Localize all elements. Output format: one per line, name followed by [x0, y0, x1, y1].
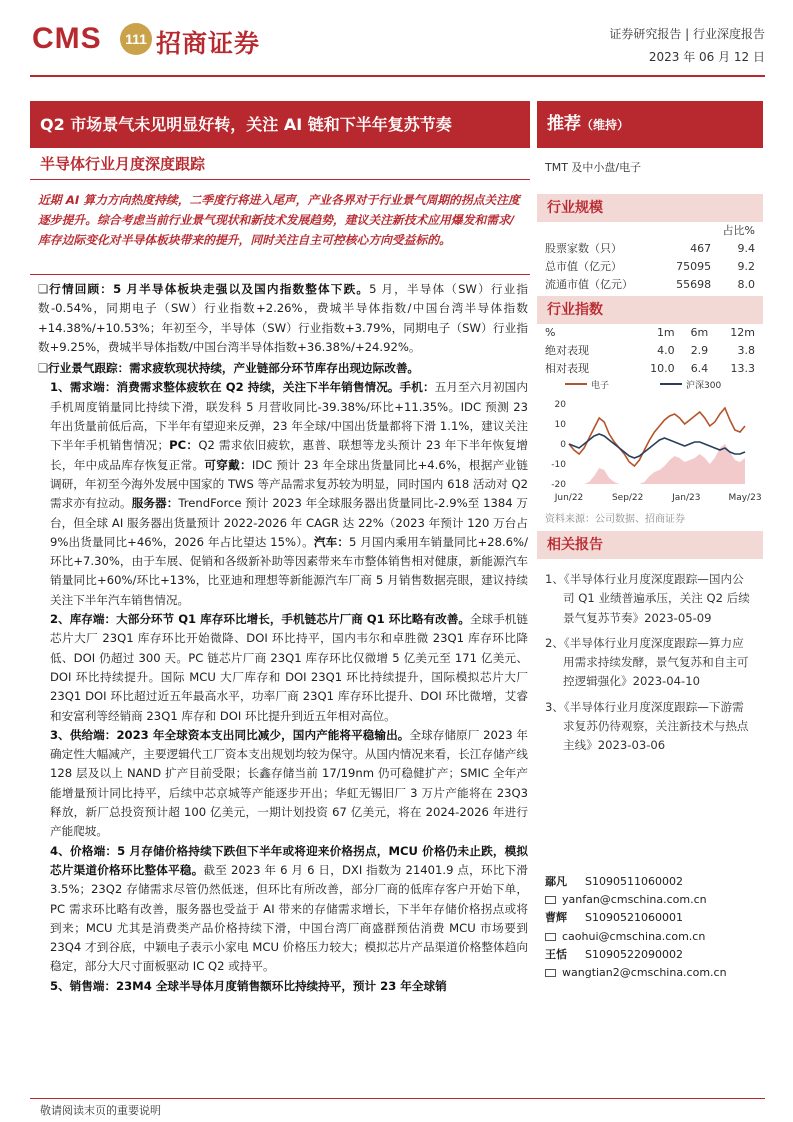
legend-label: 沪深300	[686, 381, 722, 391]
index-value: 3.8	[737, 343, 755, 357]
abstract-divider	[30, 274, 530, 275]
x-tick-label: May/23	[728, 493, 762, 503]
paragraph-demand	[38, 378, 528, 610]
footer-note: 敬请阅读末页的重要说明	[40, 1104, 161, 1117]
analyst-list	[545, 873, 755, 982]
x-tick-label: Sep/22	[611, 493, 644, 503]
paragraph-price	[38, 842, 528, 977]
y-tick-label: -20	[551, 480, 566, 490]
index-value: 6.4	[690, 361, 709, 375]
index-col-header: %	[545, 326, 556, 339]
scale-pct: 9.4	[737, 241, 755, 255]
item-number: 2、	[50, 612, 70, 627]
supply-text: 全球存储原厂 2023 年确定性大幅减产，主要逻辑代工厂资本支出规划均较为保守。从国内情况来看，长江存储产线 128 层及以上 NAND 扩产目前受限；长鑫存储当前 17/19nm 仍可稳健扩产；SMIC 全年产能增量预计同比持平，后续中芯京城等产能逐步开出；华虹无锡旧厂 3 万片产能将在 23Q3 释放，新厂总投资预计超 100 亿美元，一期计划投资 67 亿美元，将在 2024-2026 年进行产能爬坡。	[50, 727, 528, 839]
logo-cn: 招商证券	[156, 29, 261, 58]
analyst-email[interactable]: wangtian2@cmschina.com.cn	[562, 966, 727, 980]
x-tick-label: Jun/22	[554, 493, 584, 503]
rating-label: 推荐	[547, 114, 581, 134]
related-report-item[interactable]: 3、《半导体行业月度深度跟踪—下游需求复苏仍待观察，关注新技术与热点主线》2023-03-06	[545, 699, 749, 753]
analyst-email[interactable]: yanfan@cmschina.com.cn	[562, 893, 707, 907]
demand-auto-text: 5 月国内乘用车销量同比+28.6%/环比+7.30%，由于车展、促销和各级新补助等因素带来车市整体销售相对健康，新能源汽车销量同比+60%/环比+13%，比亚迪和理想等新能源汽车厂商 5 月销售数据亮眼，建议持续关注下半年汽车销售情况。	[50, 534, 528, 607]
logo-cms: CMS	[32, 22, 102, 55]
related-reports-list	[545, 570, 755, 762]
analyst-email-row	[545, 928, 755, 946]
related-reports-heading: 相关报告	[537, 531, 763, 559]
chart-source: 资料来源：公司数据、招商证券	[545, 514, 685, 525]
table-row	[545, 257, 755, 275]
scale-label: 总市值（亿元）	[545, 260, 622, 273]
report-title: Q2 市场景气未见明显好转，关注 AI 链和下半年复苏节奏	[30, 101, 530, 148]
report-subtitle: 半导体行业月度深度跟踪	[40, 155, 206, 173]
rating-badge	[537, 101, 763, 148]
table-row	[545, 359, 755, 377]
bullet-icon: ❑	[38, 282, 49, 296]
item-number: 1、	[50, 380, 70, 395]
analyst-name: 王恬	[545, 947, 567, 961]
scale-value: 75095	[676, 259, 712, 273]
analyst-license: S1090522090002	[585, 947, 683, 961]
industry-tracking-heading: 行业景气跟踪：需求疲软现状持续，产业链部分环节库存出现边际改善。	[48, 361, 420, 376]
analyst-row	[545, 909, 755, 927]
demand-server-label: 服务器：	[131, 496, 179, 511]
related-report-item[interactable]: 1、《半导体行业月度深度跟踪—国内公司 Q1 业绩普遍承压，关注 Q2 后续景气复苏节奏》2023-05-09	[545, 572, 750, 625]
main-body	[38, 280, 528, 996]
analyst-row	[545, 946, 755, 964]
market-review-heading: 行情回顾：5 月半导体板块走强以及国内指数整体下跌。	[48, 282, 370, 296]
scale-label: 股票家数（只）	[545, 242, 622, 255]
index-col-header: 1m	[656, 326, 675, 339]
index-value: 13.3	[730, 361, 755, 375]
demand-phone-text: 五月至六月初国内手机周度销量同比持续下滑，联发科 5 月营收同比-39.38%/环比+11.35%。IDC 预测 23 年出货量前低后高，下半年有望迎来反弹，23 年全球/中国出货量都将下滑 1.1%，建议关注下半年手机销售情况；	[50, 380, 528, 453]
abstract: 近期 AI 算力方向热度持续，二季度行将进入尾声，产业各界对于行业景气周期的拐点关注度逐步提升。综合考虑当前行业景气现状和新技术发展趋势，建议关注新技术应用爆发和需求/库存边际变化对半导体板块带来的提升，同时关注自主可控核心方向受益标的。	[38, 193, 520, 247]
report-type: 证券研究报告 | 行业深度报告	[609, 27, 765, 41]
y-tick-label: 10	[554, 420, 566, 430]
index-chart	[545, 376, 762, 504]
mail-icon	[545, 969, 556, 977]
logo-mark-icon: 111	[120, 23, 152, 55]
industry-index-heading: 行业指数	[537, 296, 763, 324]
sales-heading: 销售端：23M4 全球半导体月度销售额环比持续持平，预计 23 年全球销	[69, 978, 447, 993]
inventory-text: 全球手机链芯片大厂 23Q1 库存环比开始微降、DOI 环比持平，国内韦尔和卓胜微 23Q1 库存环比降低、DOI 仍超过 300 天。PC 链芯片厂商 23Q1 库存环比仅微增 5 亿美元至 171 亿美元、DOI 环比持续提升。国际 MCU 大厂库存和 DOI 23Q1 环比持续提升，国际模拟芯片大厂 23Q1 DOI 环比超过近五年最高水平，功率厂商 23Q1 库存环比提升、DOI 环比微增，艾睿和安富利等经销商 23Q1 库存和 DOI 环比提升到近五年相对高位。	[50, 612, 528, 723]
supply-heading: 供给端：2023 年全球资本支出同比减少，国内产能将平稳输出。	[69, 727, 410, 742]
table-row	[545, 275, 755, 293]
item-number: 4、	[50, 843, 71, 858]
demand-pc-text: Q2 需求依旧疲软，惠普、联想等龙头预计 23 年下半年恢复增长，年中成品库存恢复正常。	[50, 438, 528, 472]
subtitle-divider	[30, 179, 530, 180]
analyst-name: 鄢凡	[545, 875, 567, 888]
index-col-header: 12m	[730, 326, 755, 339]
inventory-heading: 库存端：大部分环节 Q1 库存环比增长，手机链芯片厂商 Q1 环比略有改善。	[69, 612, 470, 627]
index-label: 相对表现	[545, 362, 589, 375]
demand-wearable-text: IDC 预计 23 年全球出货量同比+4.6%，根据产业链调研，年初至今海外发展中国家的 TWS 等产品需求复苏较为明显，同时国内 618 活动对 Q2 需求亦有拉动。	[50, 457, 528, 511]
analyst-email-row	[545, 891, 755, 909]
index-value: 4.0	[657, 343, 675, 357]
bullet-icon: ❑	[38, 361, 49, 376]
table-row	[545, 341, 755, 359]
mail-icon	[545, 896, 556, 904]
scale-col-header: 占比%	[722, 224, 755, 237]
analyst-license: S1090521060001	[585, 911, 683, 925]
demand-server-text: TrendForce 预计 2023 年全球服务器出货量同比-2.9%至 1384 万台，但全球 AI 服务器出货量预计 2022-2026 年 CAGR 达 22%（2023 年预计 120 万台占 9%出货量同比+46%，2026 年占比望达 15%）。	[50, 496, 528, 549]
scale-value: 467	[690, 241, 712, 255]
header-divider	[30, 75, 765, 77]
table-row	[545, 239, 755, 257]
paragraph-market-review	[38, 280, 528, 357]
scale-value: 55698	[676, 277, 712, 291]
demand-auto-label: 汽车：	[313, 534, 350, 549]
report-date: 2023 年 06 月 12 日	[648, 50, 765, 64]
rating-sub: （维持）	[581, 118, 630, 132]
scale-pct: 9.2	[737, 259, 755, 273]
demand-phone-label: 手机：	[399, 380, 435, 395]
paragraph-supply	[38, 726, 528, 842]
y-tick-label: 20	[554, 400, 566, 410]
index-col-header: 6m	[690, 326, 709, 339]
scale-pct: 8.0	[737, 277, 755, 291]
legend-label: 电子	[591, 381, 610, 391]
analyst-row	[545, 873, 755, 891]
market-review-text: 5 月，半导体（SW）行业指数-0.54%，同期电子（SW）行业指数+2.26%，费城半导体指数/中国台湾半导体指数+14.38%/+10.53%；年初至今，半导体（SW）行业指数+3.79%，同期电子（SW）行业指数+9.25%，费城半导体指数/中国台湾半导体指数+36.38%/+24.92%。	[38, 282, 529, 354]
price-heading: 价格端：5 月存储价格持续下跌但下半年或将迎来价格拐点，MCU 价格仍未止跌，模拟芯片渠道价格环比整体平稳。	[50, 843, 528, 877]
y-tick-label: 0	[560, 440, 566, 450]
analyst-license: S1090511060002	[585, 875, 683, 888]
paragraph-industry-tracking	[38, 359, 528, 378]
analyst-email[interactable]: caohui@cmschina.com.cn	[562, 929, 706, 943]
item-number: 3、	[50, 727, 70, 742]
x-tick-label: Jan/23	[672, 493, 701, 503]
y-tick-label: -10	[551, 460, 566, 470]
index-value: 10.0	[650, 361, 675, 375]
industry-scale-heading: 行业规模	[537, 194, 763, 222]
index-value: 2.9	[690, 343, 709, 357]
price-text: 截至 2023 年 6 月 6 日，DXI 指数为 21401.9 点，环比下滑 3.5%；23Q2 存储需求尽管仍然低迷，但环比有所改善，部分厂商的低库存客户开始下单，PC 需求环比略有改善，服务器也受益于 AI 带来的存储需求增长，下半年存储价格拐点或将到来；MCU 尤其是消费类产品价格持续下滑，中国台湾厂商盛群预估消费 MCU 市场要到 23Q4 才到谷底，中颖电子表示小家电 MCU 价格压力较大；模拟芯片产品渠道价格整体趋向稳定，部分大尺寸面板驱动 IC Q2 或持平。	[50, 862, 528, 974]
analyst-name: 曹辉	[545, 911, 567, 925]
item-number: 5、	[50, 978, 70, 993]
analyst-email-row	[545, 964, 755, 982]
footer-divider	[30, 1098, 765, 1099]
demand-wearable-label: 可穿戴：	[204, 457, 252, 472]
mail-icon	[545, 933, 556, 941]
industry-scale-table	[545, 221, 755, 293]
paragraph-inventory	[38, 610, 528, 726]
scale-label: 流通市值（亿元）	[545, 278, 633, 291]
paragraph-sales	[38, 977, 528, 996]
index-label: 绝对表现	[545, 344, 589, 357]
demand-pc-label: PC：	[169, 438, 199, 453]
related-report-item[interactable]: 2、《半导体行业月度深度跟踪—算力应用需求持续发酵，景气复苏和自主可控逻辑强化》2023-04-10	[545, 635, 749, 689]
sector-label: TMT 及中小盘/电子	[545, 161, 642, 174]
industry-index-table	[545, 324, 755, 377]
demand-heading: 需求端：消费需求整体疲软在 Q2 持续，关注下半年销售情况。	[69, 380, 400, 395]
